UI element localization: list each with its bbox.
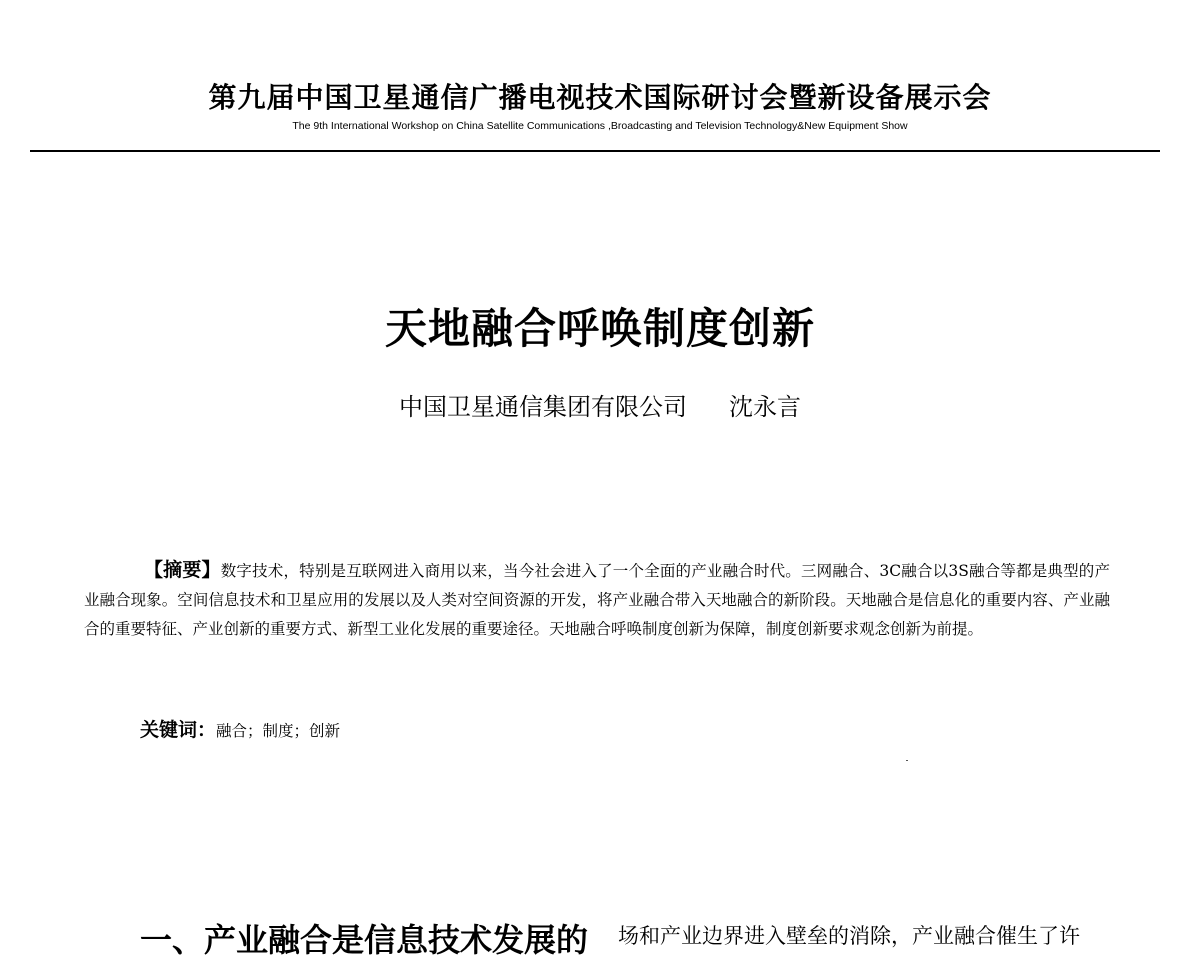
header-rule [30,150,1160,152]
keywords-label: 关键词： [140,719,217,741]
abstract-label: 【摘要】 [144,559,221,581]
abstract [84,556,1110,644]
keywords [140,716,340,746]
section-heading: 一、产业融合是信息技术发展的 [140,921,589,959]
paper-title: 天地融合呼唤制度创新 [384,304,815,353]
author: 沈永言 [729,393,801,421]
scan-mark [906,760,908,761]
affiliation-line [0,387,1200,422]
keywords-text: 融合；制度；创新 [216,722,341,740]
abstract-text: 数字技术，特别是互联网进入商用以来，当今社会进入了一个全面的产业融合时代。三网融合、3C融合以3S融合等都是典型的产业融合现象。空间信息技术和卫星应用的发展以及人类对空间资源的开发，将产业融合带入天地融合的新阶段。天地融合是信息化的重要内容、产业融合的重要特征、产业创新的重要方式、新型工业化发展的重要途径。天地融合呼唤制度创新为保障，制度创新要求观念创新为前提。 [84,562,1110,638]
conference-subtitle: The 9th International Workshop on China Satellite Communications ,Broadcasting and Television Technology&New Equipment Show [292,120,908,132]
body-text-fragment: 场和产业边界进入壁垒的消除，产业融合催生了许 [618,924,1080,948]
conference-title: 第九届中国卫星通信广播电视技术国际研讨会暨新设备展示会 [208,81,992,114]
affiliation: 中国卫星通信集团有限公司 [399,393,687,421]
